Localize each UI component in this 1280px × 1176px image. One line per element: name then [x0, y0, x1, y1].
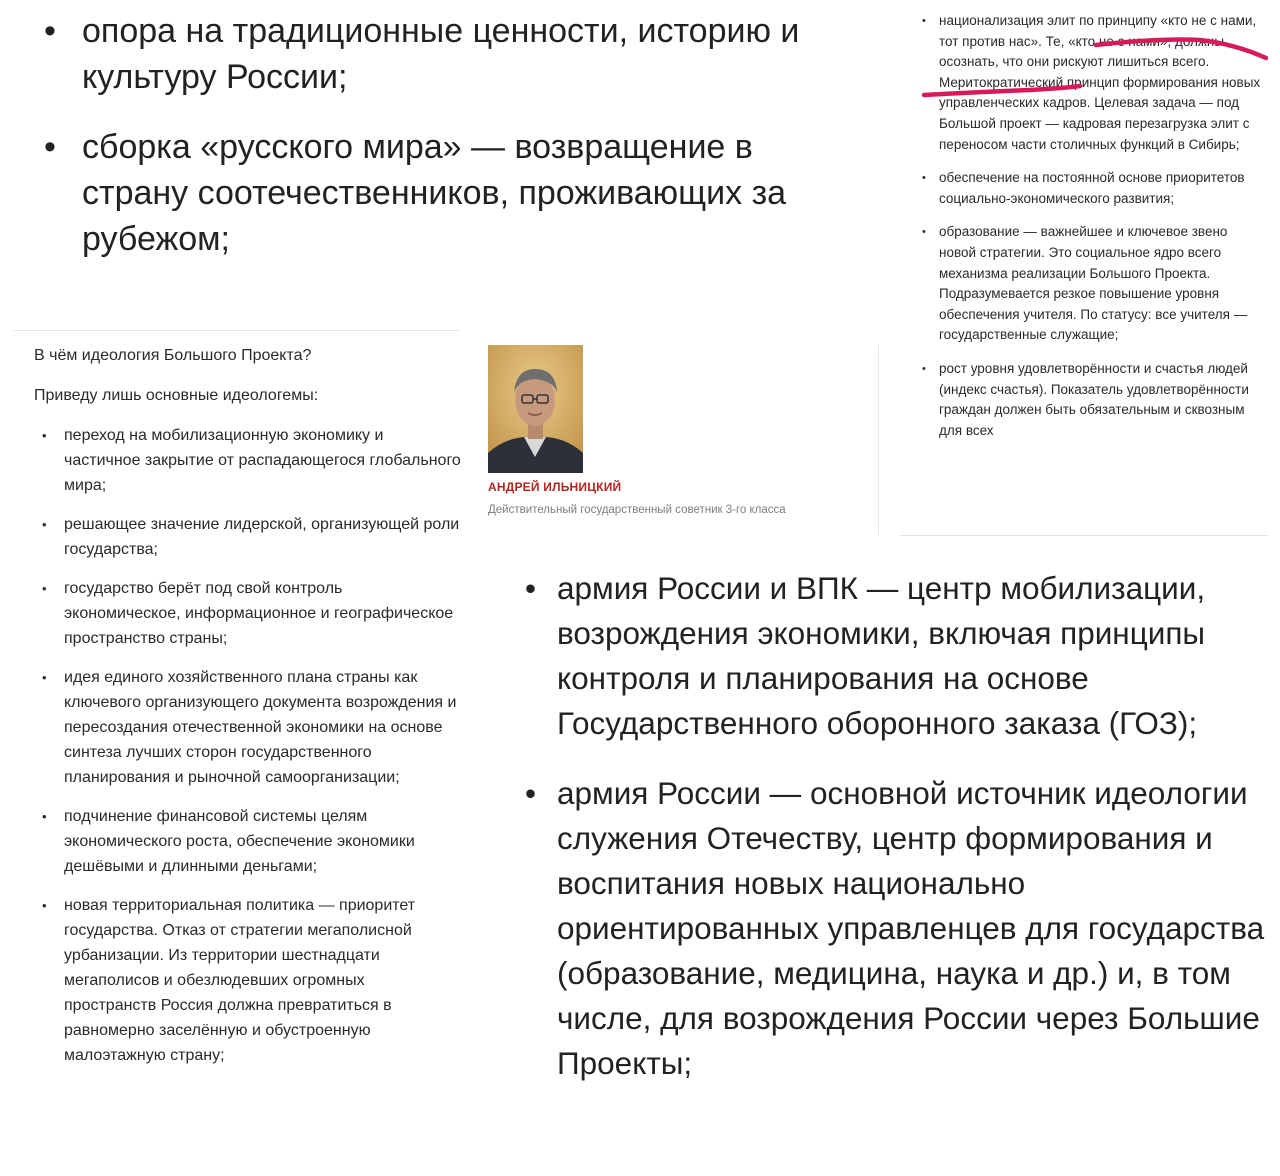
right-bullet-item: • обеспечение на постоянной основе приоритетов социально-экономического развития; [922, 168, 1262, 209]
ideology-item: • идея единого хозяйственного плана страны как ключевого организующего документа возрождения и пересоздания отечественной экономики на основе синтеза лучших сторон государственного планирования и рыночной самоорганизации; [36, 665, 461, 790]
top-bullet-list [44, 8, 844, 286]
ideology-item: • переход на мобилизационную экономику и частичное закрытие от распадающегося глобального мира; [36, 423, 461, 498]
ideology-item: • подчинение финансовой системы целям экономического роста, обеспечение экономики дешёвыми и длинными деньгами; [36, 804, 461, 879]
author-name[interactable]: АНДРЕЙ ИЛЬНИЦКИЙ [488, 480, 622, 494]
right-bullet-item: • рост уровня удовлетворённости и счастья людей (индекс счастья). Показатель удовлетворённости граждан должен быть обязательным и сквозным для всех [922, 359, 1262, 441]
ideology-item: • государство берёт под свой контроль экономическое, информационное и географическое пространство страны; [36, 576, 461, 651]
author-title: Действительный государственный советник 3-го класса [488, 504, 786, 516]
author-photo [488, 345, 583, 473]
right-bullet-item: • национализация элит по принципу «кто не с нами, тот против нас». Те, «кто не с нами», должны осознать, что они рискуют лишиться всего. Меритократический принцип формирования новых управленческих кадров. Целевая задача — под Большой проект — кадровая перезагрузка элит с переносом части столичных функций в Сибирь; [922, 11, 1262, 155]
right-bullet-list [922, 11, 1262, 454]
top-bullet-item: • опора на традиционные ценности, историю и культуру России; [44, 8, 844, 100]
divider [878, 345, 879, 535]
top-bullet-item: • сборка «русского мира» — возвращение в страну соотечественников, проживающих за рубежом; [44, 124, 844, 262]
article-panel [14, 330, 459, 1176]
article-intro: Приведу лишь основные идеологемы: [34, 387, 319, 404]
ideology-item: • новая территориальная политика — приоритет государства. Отказ от стратегии мегаполисной урбанизации. Из территории шестнадцати мегаполисов и обезлюдевших огромных пространств Россия должна превратиться в равномерно заселённую и обустроенную малоэтажную страну; [36, 893, 461, 1068]
ideology-item: • решающее значение лидерской, организующей роли государства; [36, 512, 461, 562]
article-question: В чём идеология Большого Проекта? [34, 347, 312, 364]
right-article-panel [900, 0, 1268, 536]
ideology-list [36, 423, 461, 1082]
author-block [488, 345, 878, 535]
right-bullet-item: • образование — важнейшее и ключевое звено новой стратегии. Это социальное ядро всего механизма реализации Большого Проекта. Подразумевается резкое повышение уровня обеспечения учителя. По статусу: все учителя — государственные служащие; [922, 222, 1262, 346]
author-photo-icon [488, 345, 583, 473]
bottom-bullet-item: • армия России и ВПК — центр мобилизации, возрождения экономики, включая принципы контроля и планирования на основе Государственного оборонного заказа (ГОЗ); [520, 566, 1265, 746]
bottom-bullet-list [520, 566, 1265, 1111]
bottom-bullet-item: • армия России — основной источник идеологии служения Отечеству, центр формирования и воспитания новых национально ориентированных управленцев для государства (образование, медицина, наука и др.) и, в том числе, для возрождения России через Большие Проекты; [520, 771, 1265, 1086]
